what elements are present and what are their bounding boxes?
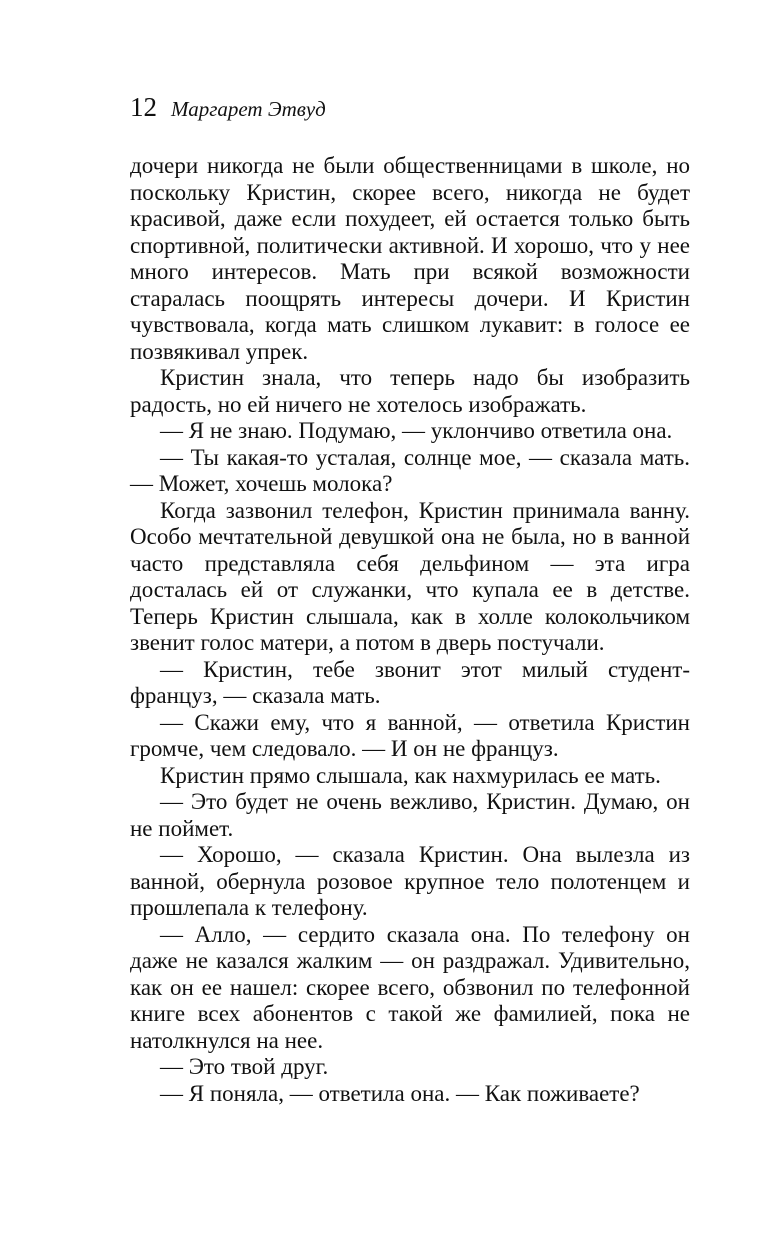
paragraph-8: Кристин прямо слышала, как нахмурилась ее мать. [160, 762, 661, 788]
paragraph-7: — Скажи ему, что я ванной, — ответила Кристин громче, чем следовало. — И он не француз. [130, 709, 690, 761]
paragraph-2: Кристин знала, что теперь надо бы изобразить радость, но ей ничего не хотелось изображать. [130, 365, 690, 417]
paragraph-6: — Кристин, тебе звонит этот милый студент-француз, — сказала мать. [130, 656, 690, 708]
paragraph-1: дочери никогда не были общественницами в школе, но поскольку Кристин, скорее всего, никогда не будет красивой, даже если похудеет, ей остается только быть спортивной, политически активной. И хорошо, что у нее много интересов. Мать при всякой возможности старалась поощрять интересы дочери. И Кристин чувствовала, когда мать слишком лукавит: в голосе ее позвякивал упрек. [130, 153, 690, 364]
running-title-author: Маргарет Этвуд [171, 97, 326, 121]
paragraph-10: — Хорошо, — сказала Кристин. Она вылезла из ванной, обернула розовое крупное тело полотенцем и прошлепала к телефону. [130, 842, 690, 920]
paragraph-9: — Это будет не очень вежливо, Кристин. Думаю, он не поймет. [130, 789, 690, 841]
running-head [130, 92, 326, 128]
body-text [130, 153, 690, 1107]
paragraph-3: — Я не знаю. Подумаю, — уклончиво ответила она. [160, 418, 673, 443]
paragraph-11: — Алло, — сердито сказала она. По телефону он даже не казался жалким — он раздражал. Удивительно, как он ее нашел: скорее всего, обзвонил по телефонной книге всех абонентов с такой же фамилией, пока не натолкнулся на нее. [130, 921, 690, 1053]
paragraph-12: — Это твой друг. [160, 1054, 329, 1079]
page-number: 12 [130, 92, 157, 122]
paragraph-5: Когда зазвонил телефон, Кристин принимала ванну. Особо мечтательной девушкой она не была, но в ванной часто представляла себя дельфином — эта игра досталась ей от служанки, что купала ее в детстве. Теперь Кристин слышала, как в холле колокольчиком звенит голос матери, а потом в дверь постучали. [130, 497, 690, 655]
paragraph-13: — Я поняла, — ответила она. — Как поживаете? [160, 1080, 640, 1106]
paragraph-4: — Ты какая-то усталая, солнце мое, — сказала мать. — Может, хочешь молока? [130, 444, 690, 496]
